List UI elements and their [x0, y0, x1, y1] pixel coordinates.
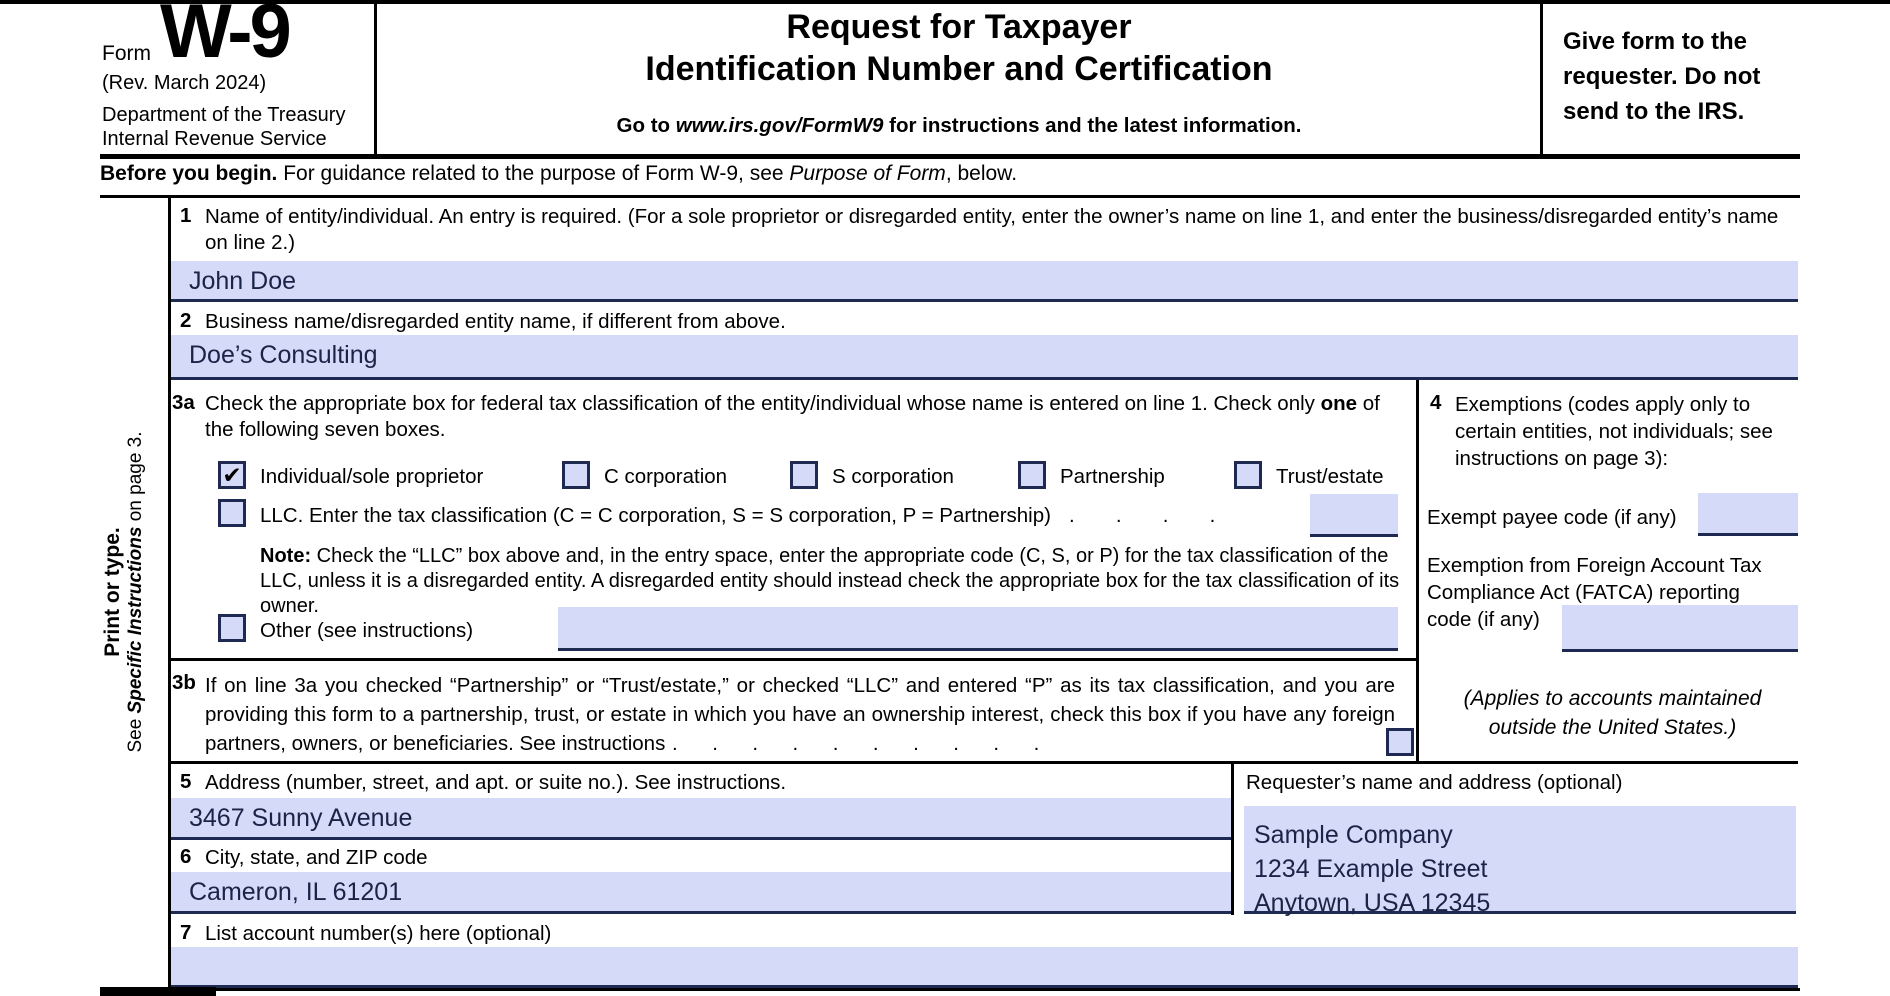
llc-dot-leader: . . . . [1068, 504, 1217, 527]
requester-divider [1231, 763, 1234, 915]
form-word: Form [102, 42, 151, 65]
s-corporation-label: S corporation [832, 465, 954, 488]
form-title-line2: Identification Number and Certification [645, 50, 1273, 88]
line2-label: Business name/disregarded entity name, if different from above. [205, 310, 786, 333]
line4-number: 4 [1430, 391, 1442, 414]
form-title-line1: Request for Taxpayer [786, 8, 1132, 46]
part-i-section-stub [100, 987, 216, 996]
give-form-note: Give form to the requester. Do not send to the IRS. [1563, 28, 1761, 125]
row-3a-bottom-rule [168, 658, 1418, 661]
before-mid: For guidance related to the purpose of Form W-9, see [277, 162, 790, 185]
line5-label: Address (number, street, and apt. or suite no.). See instructions. [205, 771, 787, 794]
checkmark-icon: ✔ [222, 461, 242, 488]
line6-number: 6 [180, 845, 192, 868]
department-line: Department of the Treasury [102, 104, 346, 126]
header-divider-right [1540, 4, 1543, 154]
requester-label: Requester’s name and address (optional) [1246, 771, 1623, 794]
requester-line-2: 1234 Example Street [1254, 855, 1488, 883]
line2-number: 2 [180, 309, 192, 332]
requester-line-3: Anytown, USA 12345 [1254, 889, 1491, 917]
exempt-payee-label: Exempt payee code (if any) [1427, 506, 1677, 529]
goto-suffix: for instructions and the latest information. [883, 114, 1302, 137]
exempt-payee-code-field[interactable] [1698, 493, 1798, 536]
goto-prefix: Go to [616, 114, 676, 137]
print-or-type-label: Print or type. [101, 527, 124, 657]
llc-label: LLC. Enter the tax classification (C = C corporation, S = S corporation, P = Partnership) . . . . [260, 504, 1217, 527]
form-revision: (Rev. March 2024) [102, 72, 267, 94]
individual-sole-proprietor-label: Individual/sole proprietor [260, 465, 484, 488]
applies-note: (Applies to accounts maintained outside the United States.) [1463, 687, 1762, 739]
fatca-code-field[interactable] [1562, 605, 1798, 652]
line7-number: 7 [180, 921, 192, 944]
goto-instructions [380, 114, 1538, 138]
llc-checkbox[interactable] [218, 499, 246, 527]
line3b-text: If on line 3a you checked “Partnership” or “Trust/estate,” or checked “LLC” and entered “P” as its tax classification, and you are providing this form to a partnership, trust, or estate in which you have an ownership interest, check this box if you have any foreign partners, owners, or beneficiaries. See instructions . . . . . . . . . . [205, 674, 1395, 755]
fatca-label: Exemption from Foreign Account Tax Compliance Act (FATCA) reporting code (if any) [1427, 554, 1762, 631]
llc-classification-field[interactable] [1310, 494, 1398, 537]
bottom-rule [216, 988, 1800, 991]
line3a-label: Check the appropriate box for federal tax classification of the entity/individual whose name is entered on line 1. Check only one of the following seven boxes. [205, 392, 1380, 441]
line3b-dot-leader: . . . . . . . . . . [665, 732, 1041, 755]
before-tail: , below. [945, 162, 1018, 185]
line4-label: Exemptions (codes apply only to certain entities, not individuals; see instructions on page 3): [1455, 393, 1773, 470]
name-field[interactable]: John Doe [171, 261, 1798, 302]
see-instructions-label: See Specific Instructions on page 3. [125, 431, 146, 753]
header-bottom-rule [100, 154, 1800, 159]
requester-name-address-field[interactable] [1244, 806, 1796, 917]
line6-label: City, state, and ZIP code [205, 846, 428, 869]
line5-number: 5 [180, 770, 192, 793]
account-numbers-field[interactable] [171, 947, 1798, 988]
other-checkbox[interactable] [218, 614, 246, 642]
line1-number: 1 [180, 204, 192, 227]
form-number: W-9 [160, 0, 289, 74]
row-3b-bottom-rule [168, 761, 1798, 764]
before-rule [100, 195, 1800, 198]
before-you-begin [100, 162, 1017, 186]
before-italic: Purpose of Form [789, 162, 946, 185]
line7-label: List account number(s) here (optional) [205, 922, 552, 945]
line3a-number: 3a [172, 391, 195, 414]
address-field[interactable]: 3467 Sunny Avenue [171, 798, 1231, 840]
business-name-field[interactable]: Doe’s Consulting [171, 335, 1798, 380]
line3b-number: 3b [172, 671, 196, 694]
trust-estate-checkbox[interactable] [1234, 461, 1262, 489]
c-corporation-checkbox[interactable] [562, 461, 590, 489]
individual-sole-proprietor-checkbox[interactable] [218, 461, 246, 489]
before-lead: Before you begin. [100, 162, 278, 185]
foreign-partners-checkbox[interactable] [1386, 728, 1414, 756]
line1-label: Name of entity/individual. An entry is required. (For a sole proprietor or disregarded entity, enter the owner’s name on line 1, and enter the business/disregarded entity’s name on line 2.) [205, 205, 1779, 254]
s-corporation-checkbox[interactable] [790, 461, 818, 489]
requester-line-1: Sample Company [1254, 821, 1453, 849]
c-corporation-label: C corporation [604, 465, 728, 488]
goto-url: www.irs.gov/FormW9 [675, 114, 884, 137]
llc-note: Note: Check the “LLC” box above and, in the entry space, enter the appropriate code (C, S, or P) for the tax classification of the LLC, unless it is a disregarded entity. A disregarded entity should instead check the appropriate box for the tax classification of its owner. [260, 545, 1400, 617]
other-classification-field[interactable] [558, 607, 1398, 651]
column-divider-3a [1416, 380, 1419, 763]
other-label: Other (see instructions) [260, 619, 474, 642]
header-divider-left [374, 4, 377, 154]
partnership-label: Partnership [1060, 465, 1165, 488]
agency-line: Internal Revenue Service [102, 128, 327, 150]
city-state-zip-field[interactable]: Cameron, IL 61201 [171, 872, 1231, 914]
trust-estate-label: Trust/estate [1276, 465, 1384, 488]
partnership-checkbox[interactable] [1018, 461, 1046, 489]
